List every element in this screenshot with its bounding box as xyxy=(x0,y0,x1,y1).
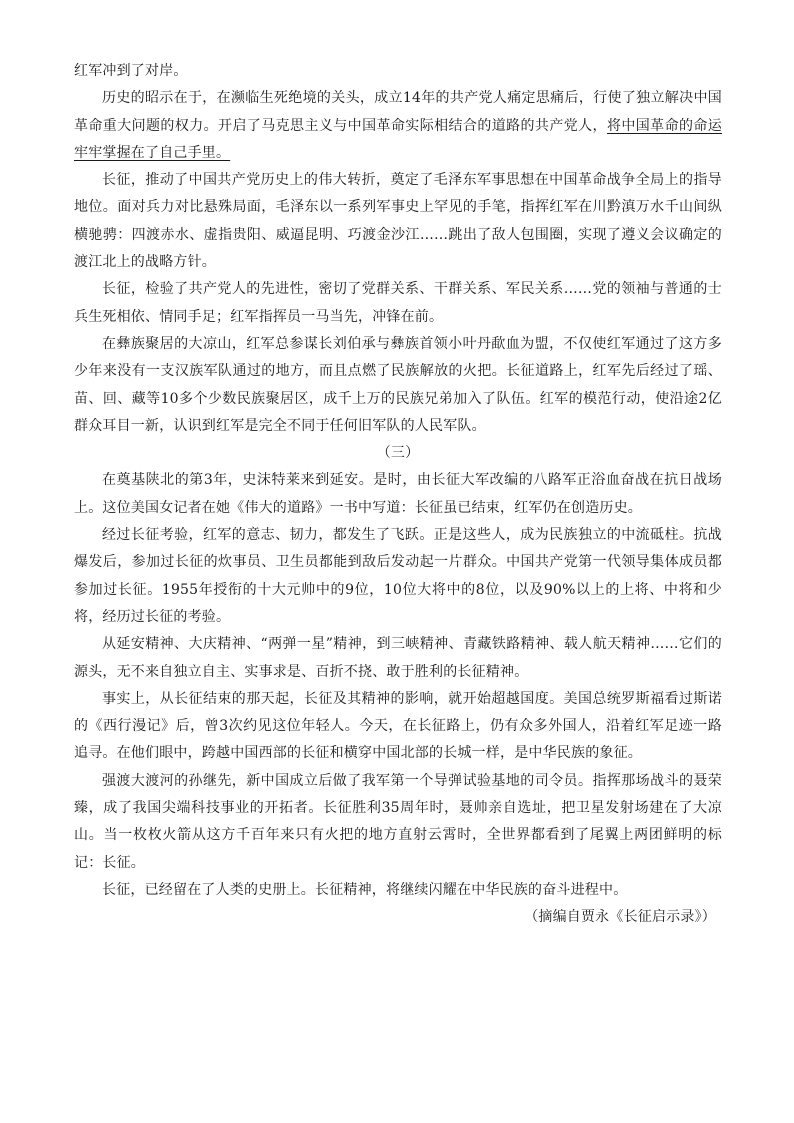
underlined-sentence: 将中国革命的命运牢牢掌握在了自己手里。 xyxy=(74,117,722,161)
paragraph-6: 在奠基陕北的第3年，史沫特莱来到延安。是时，由长征大军改编的八路军正浴血奋战在抗日战场上。这位美国女记者在她《伟大的道路》一书中写道：长征虽已结束，红军仍在创造历史。 xyxy=(74,472,722,516)
paragraph-9: 事实上，从长征结束的那天起，长征及其精神的影响，就开始超越国度。美国总统罗斯福看过斯诺的《西行漫记》后，曾3次约见这位年轻人。今天，在长征路上，仍有众多外国人，沿着红军足迹一路追寻。在他们眼中，跨越中国西部的长征和横穿中国北部的长城一样，是中华民族的象征。 xyxy=(74,690,722,762)
section-heading: （三） xyxy=(376,445,420,462)
paragraph-7: 经过长征考验，红军的意志、韧力，都发生了飞跃。正是这些人，成为民族独立的中流砥柱。抗战爆发后，参加过长征的炊事员、卫生员都能到敌后发动起一片群众。中国共产党第一代领导集体成员都参加过长征。1955年授衔的十大元帅中的9位，10位大将中的8位，以及90%以上的上将、中将和少将，经历过长征的考验。 xyxy=(74,527,722,625)
document-page xyxy=(74,58,722,932)
source-citation: （摘编自贾永《长征启示录》） xyxy=(524,909,716,926)
paragraph-1: 红军冲到了对岸。 xyxy=(74,63,188,79)
paragraph-3: 长征，推动了中国共产党历史上的伟大转折，奠定了毛泽东军事思想在中国革命战争全局上的指导地位。面对兵力对比悬殊局面，毛泽东以一系列军事史上罕见的手笔，指挥红军在川黔滇万水千山间纵横驰骋：四渡赤水、虚指贵阳、威逼昆明、巧渡金沙江……跳出了敌人包围圈，实现了遵义会议确定的渡江北上的战略方针。 xyxy=(74,172,722,271)
paragraph-8: 从延安精神、大庆精神、“两弹一星”精神，到三峡精神、青藏铁路精神、载人航天精神……它们的源头，无不来自独立自主、实事求是、百折不挠、敢于胜利的长征精神。 xyxy=(74,636,722,680)
paragraph-2-text: 历史的昭示在于，在濒临生死绝境的关头，成立14年的共产党人痛定思痛后，行使了独立解决中国革命重大问题的权力。开启了马克思主义与中国革命实际相结合的道路的共产党人， xyxy=(74,90,722,134)
paragraph-4: 长征，检验了共产党人的先进性，密切了党群关系、干群关系、军民关系……党的领袖与普通的士兵生死相依、情同手足；红军指挥员一马当先，冲锋在前。 xyxy=(74,281,722,325)
paragraph-5: 在彝族聚居的大凉山，红军总参谋长刘伯承与彝族首领小叶丹歃血为盟，不仅使红军通过了这方多少年来没有一支汉族军队通过的地方，而且点燃了民族解放的火把。长征道路上，红军先后经过了瑶、苗、回、藏等10多个少数民族聚居区，成千上万的民族兄弟加入了队伍。红军的模范行动，使沿途2亿群众耳目一新，认识到红军是完全不同于任何旧军队的人民军队。 xyxy=(74,335,722,434)
paragraph-10: 强渡大渡河的孙继先，新中国成立后做了我军第一个导弹试验基地的司令员。指挥那场战斗的聂荣臻，成了我国尖端科技事业的开拓者。长征胜利35周年时，聂帅亲自选址，把卫星发射场建在了大凉山。当一枚枚火箭从这方千百年来只有火把的地方直射云霄时，全世界都看到了尾翼上两团鲜明的标记：长征。 xyxy=(74,772,722,871)
paragraph-2 xyxy=(74,85,722,167)
paragraph-11: 长征，已经留在了人类的史册上。长征精神，将继续闪耀在中华民族的奋斗进程中。 xyxy=(102,881,628,898)
